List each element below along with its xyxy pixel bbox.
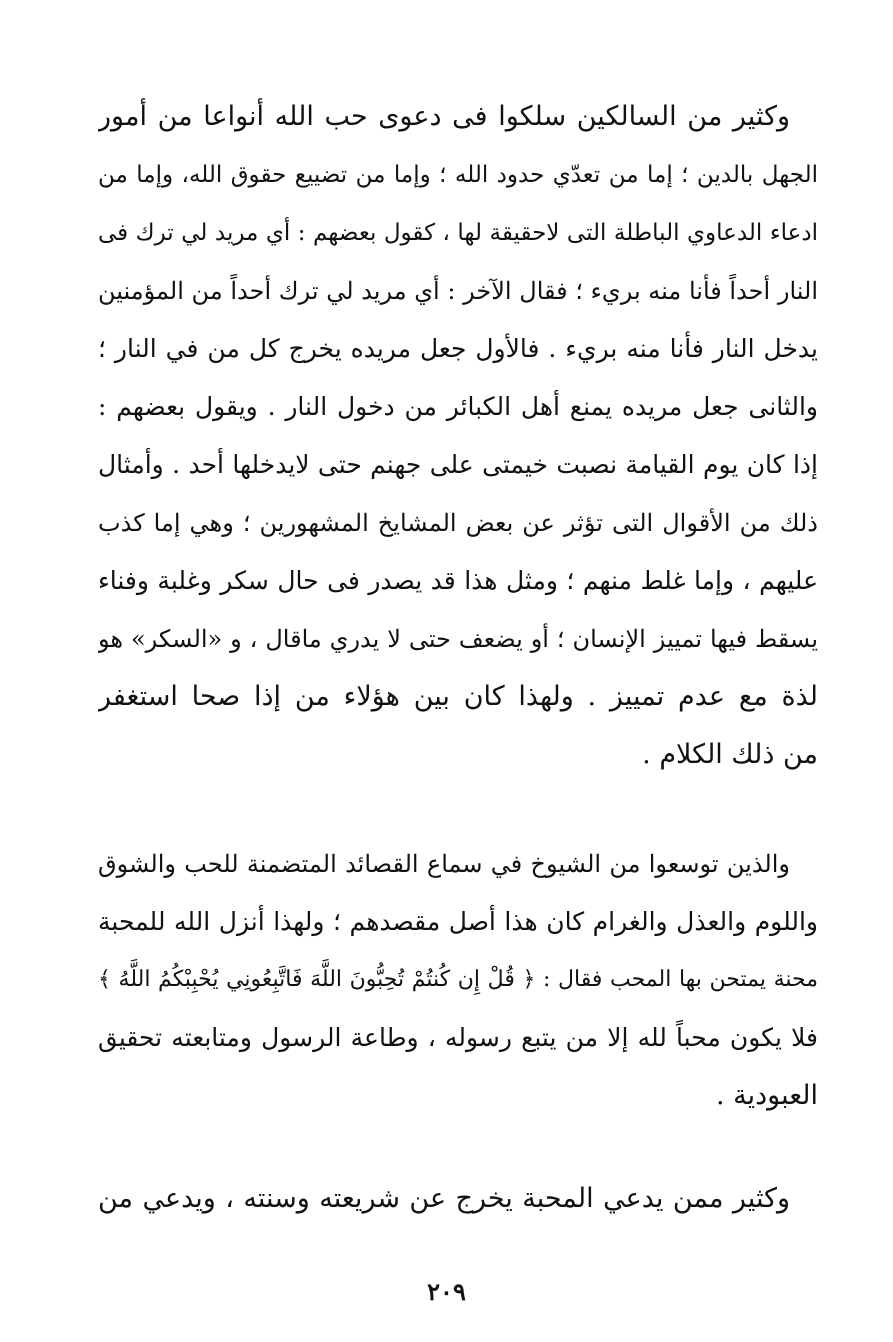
text-line: يسقط فيها تمييز الإنسان ؛ أو يضعف حتى لا يدري ماقال ، و «السكر» هو [98, 625, 818, 653]
paragraph-2 [98, 835, 818, 1125]
text-line: والذين توسعوا من الشيوخ في سماع القصائد المتضمنة للحب والشوق [98, 850, 790, 878]
verse-bracket: ﴾ [98, 967, 111, 992]
text-segment: محنة يمتحن بها المحب فقال : ﴿ [522, 967, 818, 992]
text-line: من ذلك الكلام . [642, 739, 818, 770]
text-line: وكثير ممن يدعي المحبة يخرج عن شريعته وسنته ، ويدعي من [98, 1183, 790, 1214]
text-line: النار أحداً فأنا منه بريء ؛ فقال الآخر : أي مريد لي ترك أحداً من المؤمنين [98, 277, 818, 305]
text-line: لذة مع عدم تمييز . ولهذا كان بين هؤلاء من إذا صحا استغفر [98, 681, 818, 712]
text-line: فلا يكون محباً لله إلا من يتبع رسوله ، وطاعة الرسول ومتابعته تحقيق [98, 1023, 818, 1052]
text-line: يدخل النار فأنا منه بريء . فالأول جعل مريده يخرج كل من في النار ؛ [98, 334, 818, 363]
text-line: العبودية . [715, 1080, 818, 1111]
quran-verse: قُلْ إِن كُنتُمْ تُحِبُّونَ اللَّهَ فَاتَّبِعُونِي يُحْبِبْكُمُ اللَّهُ [118, 967, 515, 992]
text-line: واللوم والعذل والغرام كان هذا أصل مقصدهم ؛ ولهذا أنزل الله للمحبة [98, 907, 818, 936]
text-line: إذا كان يوم القيامة نصبت خيمتى على جهنم حتى لايدخلها أحد . وأمثال [98, 450, 818, 479]
text-line: والثانى جعل مريده يمنع أهل الكبائر من دخول النار . ويقول بعضهم : [98, 392, 818, 421]
text-line: وكثير من السالكين سلكوا فى دعوى حب الله أنواعا من أمور [98, 101, 790, 132]
text-line: الجهل بالدين ؛ إما من تعدّي حدود الله ؛ وإما من تضييع حقوق الله، وإما من [98, 162, 818, 188]
text-line: ذلك من الأقوال التى تؤثر عن بعض المشايخ المشهورين ؛ وهي إما كذب [98, 509, 818, 537]
page-number: ٢٠٩ [427, 1277, 466, 1306]
text-line: عليهم ، وإما غلط منهم ؛ ومثل هذا قد يصدر فى حال سكر وغلبة وفناء [98, 566, 818, 595]
paragraph-3 [98, 1170, 818, 1228]
paragraph-1 [98, 88, 818, 784]
text-line-with-verse [98, 951, 818, 1009]
text-line: ادعاء الدعاوي الباطلة التى لاحقيقة لها ، كقول بعضهم : أي مريد لي ترك فى [98, 220, 818, 246]
